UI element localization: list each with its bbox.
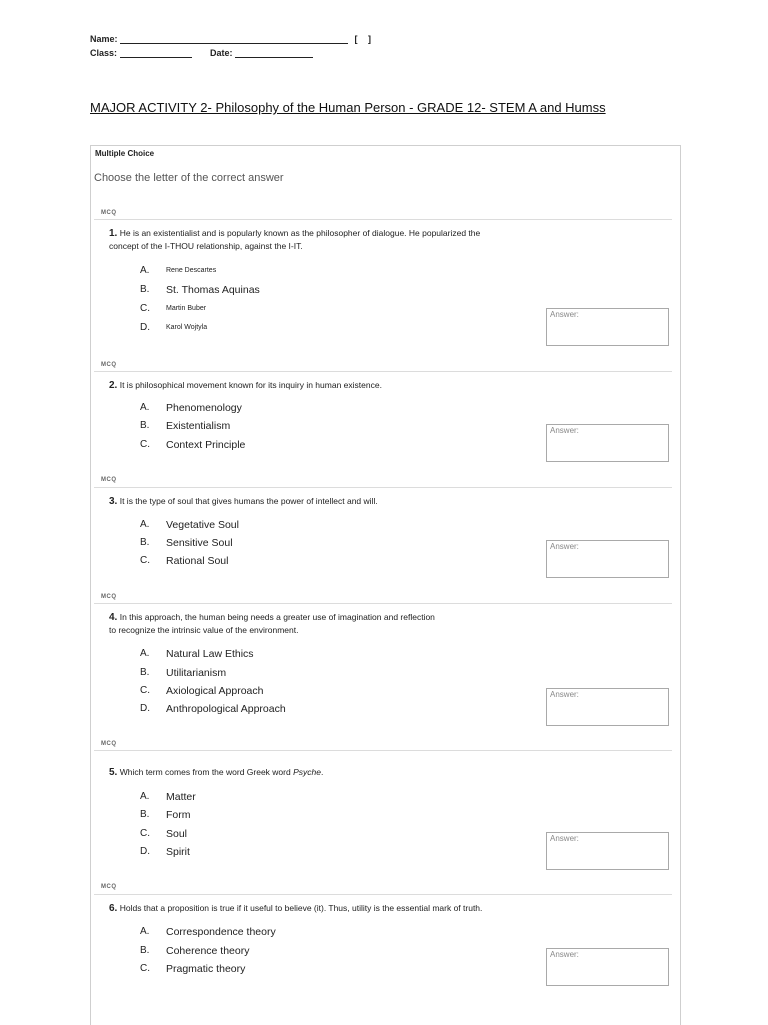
question-number: 5. [109, 767, 118, 778]
option-text: Correspondence theory [166, 926, 276, 938]
option-text: Form [166, 809, 191, 821]
class-row [90, 48, 313, 58]
question-3-text [109, 495, 549, 508]
option-text: Context Principle [166, 439, 246, 451]
name-label: Name: [90, 34, 118, 44]
class-field[interactable] [120, 48, 192, 58]
question-number: 1. [109, 228, 118, 239]
option-text: Rational Soul [166, 555, 229, 567]
option-text: Pragmatic theory [166, 963, 246, 975]
answer-box-2[interactable] [546, 424, 669, 462]
name-field[interactable] [120, 34, 348, 44]
option-text: Natural Law Ethics [166, 648, 254, 660]
answer-placeholder: Answer: [550, 310, 579, 319]
question-line: In this approach, the human being needs a greater use of imagination and reflection [119, 612, 435, 622]
option-letter: C. [140, 439, 150, 450]
option-letter: D. [140, 322, 150, 333]
option-letter: A. [140, 402, 150, 413]
question-6-text [109, 902, 629, 915]
option-text: Spirit [166, 846, 190, 858]
name-bracket: [ ] [354, 34, 376, 44]
class-label: Class: [90, 48, 118, 58]
mcq-tag: MCQ [101, 884, 117, 890]
option-letter: C. [140, 828, 150, 839]
mcq-tag: MCQ [101, 210, 117, 216]
question-number: 2. [109, 380, 118, 391]
option-letter: B. [140, 667, 150, 678]
page-title: MAJOR ACTIVITY 2- Philosophy of the Human Person - GRADE 12- STEM A and Humss [90, 100, 606, 115]
option-text: Soul [166, 828, 188, 840]
answer-box-1[interactable] [546, 308, 669, 346]
answer-box-4[interactable] [546, 688, 669, 726]
divider [94, 487, 672, 488]
section-instruction: Choose the letter of the correct answer [94, 172, 284, 184]
option-letter: C. [140, 303, 150, 314]
mcq-tag: MCQ [101, 477, 117, 483]
question-number: 6. [109, 903, 118, 914]
question-2-text [109, 379, 549, 392]
question-text-post: . [320, 767, 324, 777]
option-text: Utilitarianism [166, 667, 227, 679]
option-letter: D. [140, 703, 150, 714]
option-letter: C. [140, 555, 150, 566]
date-label: Date: [210, 48, 233, 58]
answer-placeholder: Answer: [550, 950, 579, 959]
mcq-tag: MCQ [101, 594, 117, 600]
option-text: Matter [166, 791, 196, 803]
option-letter: A. [140, 648, 150, 659]
answer-placeholder: Answer: [550, 426, 579, 435]
question-line: to recognize the intrinsic value of the environment. [109, 625, 299, 635]
option-text: Coherence theory [166, 945, 250, 957]
option-letter: B. [140, 284, 150, 295]
name-row [90, 34, 375, 44]
question-4-text [109, 611, 549, 637]
option-letter: A. [140, 265, 150, 276]
option-letter: A. [140, 519, 150, 530]
date-field[interactable] [235, 48, 313, 58]
question-line: It is the type of soul that gives humans the power of intellect and will. [119, 496, 378, 506]
question-1-text [109, 227, 549, 253]
option-text: Existentialism [166, 420, 231, 432]
answer-box-5[interactable] [546, 832, 669, 870]
option-text: Rene Descartes [166, 267, 217, 274]
option-letter: B. [140, 420, 150, 431]
option-letter: A. [140, 791, 150, 802]
option-letter: C. [140, 963, 150, 974]
divider [94, 750, 672, 751]
option-text: Phenomenology [166, 402, 242, 414]
section-label: Multiple Choice [95, 149, 155, 158]
question-text-emphasis: Psyche [293, 767, 321, 777]
question-line: concept of the I-THOU relationship, against the I-IT. [109, 241, 303, 251]
divider [94, 603, 672, 604]
option-text: Axiological Approach [166, 685, 264, 697]
option-letter: C. [140, 685, 150, 696]
answer-placeholder: Answer: [550, 690, 579, 699]
answer-placeholder: Answer: [550, 542, 579, 551]
answer-box-6[interactable] [546, 948, 669, 986]
option-letter: B. [140, 945, 150, 956]
question-number: 4. [109, 612, 118, 623]
question-panel [90, 145, 681, 1025]
divider [94, 894, 672, 895]
option-letter: B. [140, 537, 150, 548]
question-line: It is philosophical movement known for its inquiry in human existence. [119, 380, 382, 390]
question-number: 3. [109, 496, 118, 507]
question-5-text [109, 766, 549, 779]
divider [94, 371, 672, 372]
option-text: Sensitive Soul [166, 537, 233, 549]
option-text: Karol Wojtyla [166, 324, 208, 331]
option-text: St. Thomas Aquinas [166, 284, 260, 296]
option-text: Anthropological Approach [166, 703, 286, 715]
mcq-tag: MCQ [101, 362, 117, 368]
mcq-tag: MCQ [101, 741, 117, 747]
question-text-pre: Which term comes from the word Greek word [119, 767, 294, 777]
option-letter: D. [140, 846, 150, 857]
option-letter: B. [140, 809, 150, 820]
option-text: Vegetative Soul [166, 519, 239, 531]
divider [94, 219, 672, 220]
question-line: Holds that a proposition is true if it useful to believe (it). Thus, utility is the essential mark of truth. [119, 903, 483, 913]
answer-placeholder: Answer: [550, 834, 579, 843]
answer-box-3[interactable] [546, 540, 669, 578]
option-text: Martin Buber [166, 305, 207, 312]
question-line: He is an existentialist and is popularly known as the philosopher of dialogue. He popularized the [119, 228, 481, 238]
option-letter: A. [140, 926, 150, 937]
